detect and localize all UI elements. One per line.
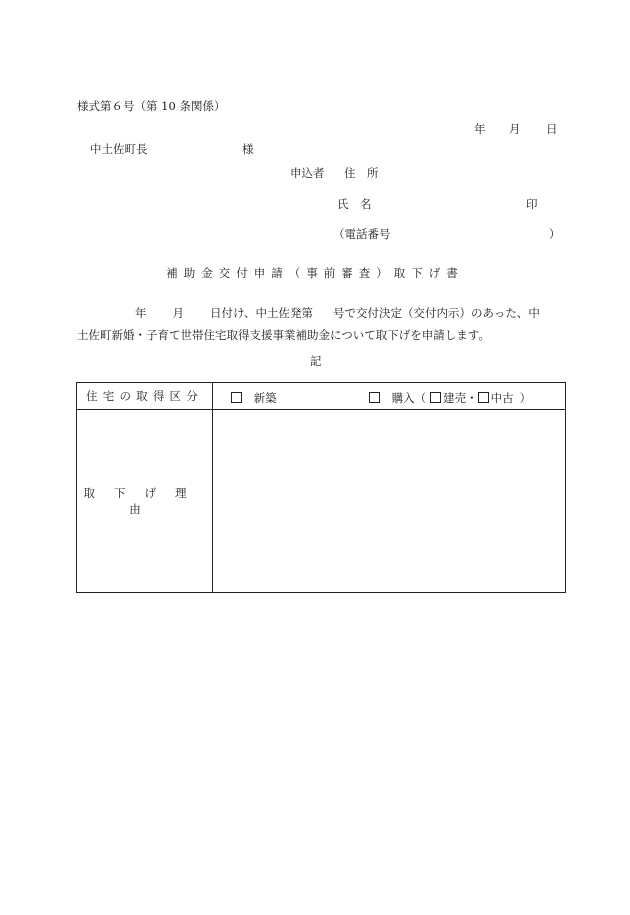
addressee-honorific: 様 bbox=[242, 142, 254, 156]
address-label: 住 所 bbox=[344, 166, 379, 180]
name-label: 氏 名 bbox=[337, 197, 372, 211]
applicant-label: 申込者 bbox=[290, 166, 325, 180]
ki-marker: 記 bbox=[310, 354, 322, 368]
category-label-cell bbox=[77, 383, 213, 410]
category-options-cell bbox=[213, 383, 566, 410]
form-number: 様式第６号（第 10 条関係） bbox=[77, 99, 226, 113]
checkbox-sale-icon[interactable] bbox=[430, 392, 441, 403]
option-used-label: 中古 bbox=[490, 391, 514, 405]
phone-close-paren: ） bbox=[549, 227, 561, 241]
table-row-reason bbox=[77, 410, 566, 593]
option-new-label: 新築 bbox=[253, 391, 277, 405]
body-paragraph bbox=[77, 302, 565, 346]
option-buy-open: （ bbox=[414, 391, 427, 405]
date-day: 日 bbox=[546, 122, 558, 136]
option-new[interactable] bbox=[231, 390, 277, 406]
option-buy[interactable] bbox=[369, 390, 531, 406]
reason-label: 取下げ理由 bbox=[83, 486, 206, 516]
document-title: 補助金交付申請（事前審査）取下げ書 bbox=[166, 266, 464, 280]
checkbox-new-icon[interactable] bbox=[231, 392, 242, 403]
addressee-name: 中土佐町長 bbox=[90, 142, 148, 156]
checkbox-used-icon[interactable] bbox=[478, 392, 489, 403]
body-number: 号で交付決定（交付内示）のあった、中 bbox=[333, 306, 540, 320]
seal-mark: 印 bbox=[526, 197, 538, 211]
option-buy-close: ） bbox=[519, 391, 532, 405]
reason-field[interactable] bbox=[213, 410, 566, 593]
category-label: 住宅の取得区分 bbox=[86, 389, 203, 403]
body-year: 年 bbox=[135, 306, 147, 320]
reason-label-cell bbox=[77, 410, 213, 593]
date-month: 月 bbox=[509, 122, 521, 136]
body-dated: 日付け、中土佐発第 bbox=[210, 306, 314, 320]
body-month: 月 bbox=[172, 306, 184, 320]
body-line-2: 土佐町新婚・子育て世帯住宅取得支援事業補助金について取下げを申請します。 bbox=[77, 328, 490, 342]
table-row-category bbox=[77, 383, 566, 410]
checkbox-buy-icon[interactable] bbox=[369, 392, 380, 403]
date-year: 年 bbox=[474, 122, 486, 136]
phone-label: （電話番号 bbox=[333, 227, 391, 241]
option-buy-label: 購入 bbox=[391, 391, 415, 405]
application-table bbox=[76, 382, 566, 593]
body-line-1 bbox=[77, 302, 565, 324]
option-sale-label: 建売・ bbox=[443, 391, 478, 405]
